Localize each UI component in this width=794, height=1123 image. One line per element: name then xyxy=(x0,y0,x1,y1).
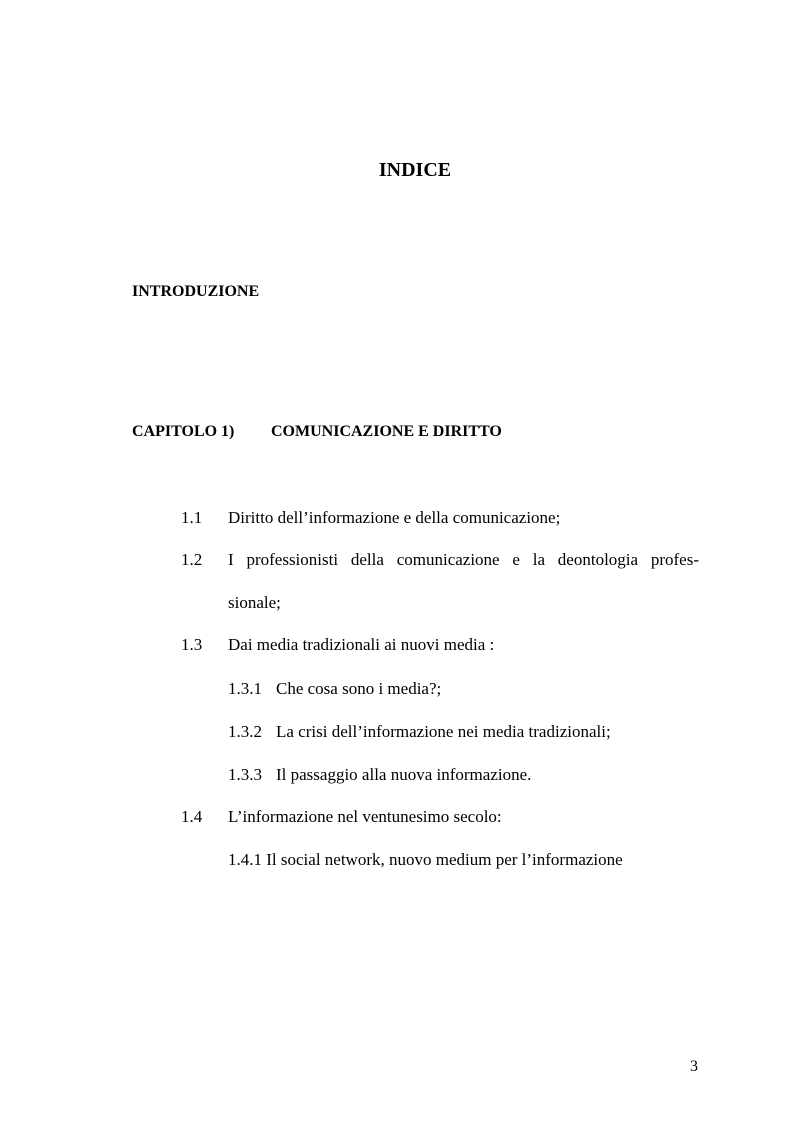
entry-1-3-text: Dai media tradizionali ai nuovi media : xyxy=(228,635,495,654)
entry-1-2-number: 1.2 xyxy=(181,550,203,569)
entry-1-1-number: 1.1 xyxy=(181,508,203,527)
introduction-heading: INTRODUZIONE xyxy=(132,283,260,300)
chapter-title: COMUNICAZIONE E DIRITTO xyxy=(271,423,502,440)
entry-1-3-1-text: Che cosa sono i media?; xyxy=(276,679,442,698)
page-number: 3 xyxy=(690,1058,698,1075)
entry-1-3-2-text: La crisi dell’informazione nei media tradizionali; xyxy=(276,722,611,741)
entry-1-3-2-number: 1.3.2 xyxy=(228,722,262,741)
entry-1-3-3-text: Il passaggio alla nuova informazione. xyxy=(276,765,532,784)
entry-1-4-1: 1.4.1 Il social network, nuovo medium per l’informazione xyxy=(228,850,623,869)
entry-1-3-3-number: 1.3.3 xyxy=(228,765,262,784)
entry-1-3-1-number: 1.3.1 xyxy=(228,679,262,698)
page-title: INDICE xyxy=(378,159,452,181)
entry-1-4-text: L’informazione nel ventunesimo secolo: xyxy=(228,807,502,826)
entry-1-3-number: 1.3 xyxy=(181,635,203,654)
entry-1-2-text: I professionisti della comunicazione e la deontologia profes- xyxy=(228,550,699,569)
entry-1-4-number: 1.4 xyxy=(181,807,203,826)
entry-1-1-text: Diritto dell’informazione e della comunicazione; xyxy=(228,508,561,527)
entry-1-2-continuation: sionale; xyxy=(228,593,281,612)
chapter-label: CAPITOLO 1) xyxy=(132,423,235,440)
